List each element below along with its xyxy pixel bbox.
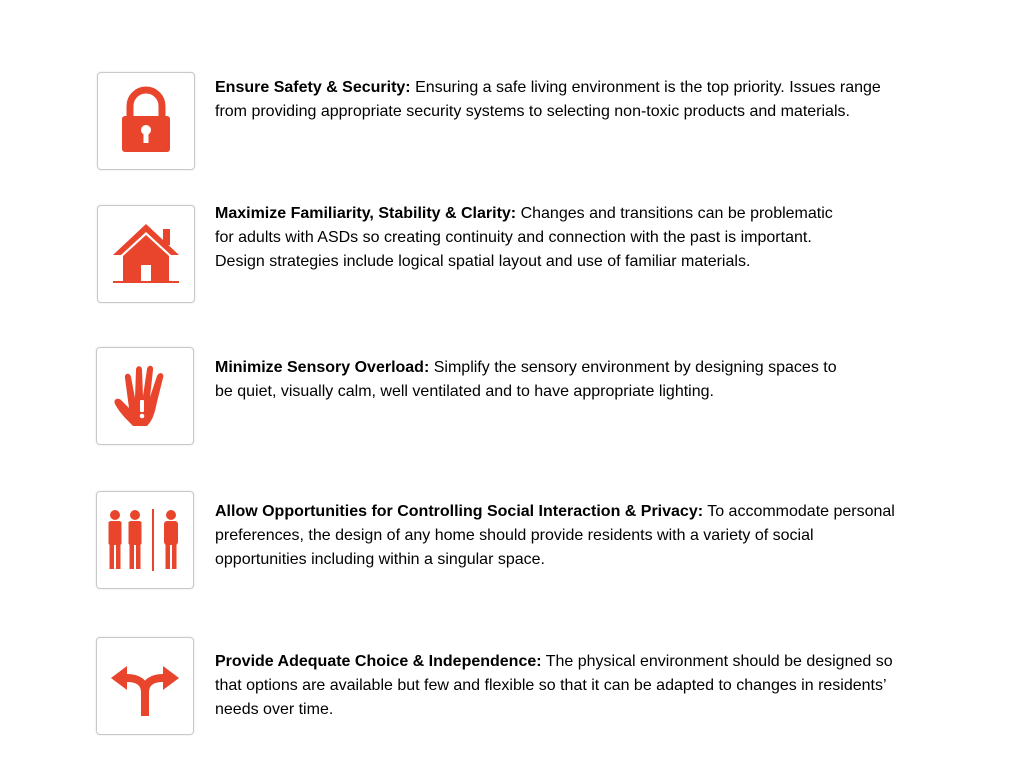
principle-heading: Ensure Safety & Security:	[215, 79, 411, 96]
principle-heading: Allow Opportunities for Controlling Social Interaction & Privacy:	[215, 503, 704, 520]
principle-body-line: Changes and transitions can be problematic	[520, 205, 833, 222]
principle-body-line: Simplify the sensory environment by designing spaces to	[433, 359, 837, 376]
principle-choice-independence-text	[215, 650, 893, 722]
principle-body-line: be quiet, visually calm, well ventilated and to have appropriate lighting.	[215, 383, 714, 400]
principle-body-line: opportunities including within a singular space.	[215, 551, 545, 568]
people-divider-icon	[105, 508, 185, 572]
padlock-icon-box	[97, 72, 195, 170]
people-divider-icon-box	[96, 491, 194, 589]
house-icon	[111, 221, 181, 287]
principle-heading: Maximize Familiarity, Stability & Clarity:	[215, 205, 517, 222]
hand-stop-icon-box	[96, 347, 194, 445]
principle-familiarity-text	[215, 202, 833, 274]
principle-body-line: that options are available but few and flexible so that it can be adapted to changes in residents’	[215, 677, 887, 694]
principle-heading: Provide Adequate Choice & Independence:	[215, 653, 542, 670]
principle-safety-text	[215, 76, 881, 124]
hand-stop-icon	[109, 360, 181, 432]
principle-body-line: preferences, the design of any home should provide residents with a variety of social	[215, 527, 814, 544]
padlock-icon	[114, 86, 178, 156]
house-icon-box	[97, 205, 195, 303]
principle-body-line: Design strategies include logical spatial layout and use of familiar materials.	[215, 253, 751, 270]
split-arrow-icon	[107, 654, 183, 718]
split-arrow-icon-box	[96, 637, 194, 735]
principle-sensory-text	[215, 356, 837, 404]
principle-body-line: from providing appropriate security systems to selecting non-toxic products and materials.	[215, 103, 850, 120]
principle-body-line: The physical environment should be designed so	[545, 653, 893, 670]
principle-heading: Minimize Sensory Overload:	[215, 359, 430, 376]
principle-social-privacy-text	[215, 500, 895, 572]
principle-body-line: for adults with ASDs so creating continuity and connection with the past is important.	[215, 229, 812, 246]
principle-body-line: needs over time.	[215, 701, 334, 718]
principle-body-line: Ensuring a safe living environment is the top priority. Issues range	[415, 79, 881, 96]
principle-body-line: To accommodate personal	[707, 503, 895, 520]
